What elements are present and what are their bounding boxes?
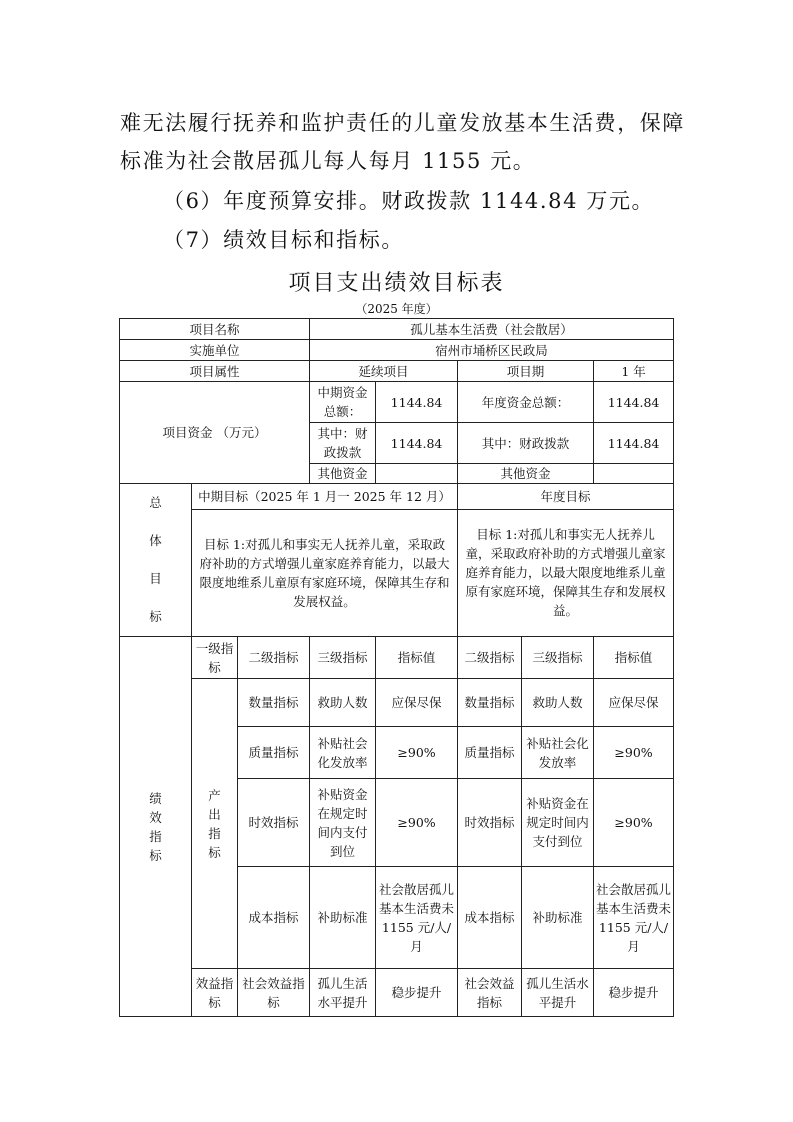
row-value: 社会散居孤儿基本生活费未 1155 元/人/月 <box>376 867 458 969</box>
row-level2-year: 社会效益指标 <box>458 969 522 1017</box>
table-subtitle: （2025 年度） <box>355 302 438 316</box>
row-level2-year: 数量指标 <box>458 679 522 727</box>
row-level3-year: 孤儿生活水平提升 <box>522 969 594 1017</box>
year-goal-text: 目标 1:对孤儿和事实无人抚养儿童，采取政府补助的方式增强儿童家庭养育能力，以最大限度地维系儿童原有家庭环境，保障其生存和发展权益。 <box>458 509 674 637</box>
header-value-year: 指标值 <box>594 637 674 679</box>
row-level3-year: 补贴资金在规定时间内支付到位 <box>522 779 594 867</box>
output-indicator-label: 产出指标 <box>208 787 221 860</box>
project-name-label: 项目名称 <box>120 319 310 340</box>
year-goal-header: 年度目标 <box>458 484 674 510</box>
year-other-value <box>594 464 674 484</box>
row-value-year: ≥90% <box>594 727 674 779</box>
year-fiscal-label: 其中：财政拨款 <box>458 423 594 464</box>
year-fiscal-value: 1144.84 <box>594 423 674 464</box>
overall-target-label: 总体目标 <box>149 495 162 624</box>
mid-fiscal-label: 其中：财政拨款 <box>310 423 376 464</box>
row-level3: 补贴社会化发放率 <box>310 727 376 779</box>
header-value: 指标值 <box>376 637 458 679</box>
row-level2: 时效指标 <box>238 779 310 867</box>
row-value: ≥90% <box>376 779 458 867</box>
header-level3: 三级指标 <box>310 637 376 679</box>
row-value: 应保尽保 <box>376 679 458 727</box>
row-level2: 数量指标 <box>238 679 310 727</box>
row-level3: 救助人数 <box>310 679 376 727</box>
row-level2-year: 时效指标 <box>458 779 522 867</box>
row-level2-year: 成本指标 <box>458 867 522 969</box>
year-total-label: 年度资金总额： <box>458 382 594 423</box>
body-text-line-2: 标准为社会散居孤儿每人每月 1155 元。 <box>120 149 536 173</box>
row-level3: 补贴资金在规定时间内支付到位 <box>310 779 376 867</box>
unit-label: 实施单位 <box>120 340 310 361</box>
mid-other-value <box>376 464 458 484</box>
table-title: 项目支出绩效目标表 <box>288 271 505 296</box>
header-level1: 一级指标 <box>192 637 238 679</box>
row-level2-year: 质量指标 <box>458 727 522 779</box>
mid-total-value: 1144.84 <box>376 382 458 423</box>
period-label: 项目期 <box>458 361 594 382</box>
unit-value: 宿州市埇桥区民政局 <box>310 340 674 361</box>
row-level3-year: 补助标准 <box>522 867 594 969</box>
period-value: 1 年 <box>594 361 674 382</box>
output-indicator-cell <box>192 679 238 969</box>
perf-indicator-cell <box>120 637 192 1017</box>
attr-value: 延续项目 <box>310 361 458 382</box>
row-value: 稳步提升 <box>376 969 458 1017</box>
header-level3-year: 三级指标 <box>522 637 594 679</box>
table-row <box>120 969 674 1017</box>
project-name-value: 孤儿基本生活费（社会散居） <box>310 319 674 340</box>
mid-fiscal-value: 1144.84 <box>376 423 458 464</box>
perf-indicator-label: 绩效指标 <box>149 790 162 863</box>
overall-target-cell <box>120 484 192 637</box>
row-level2: 社会效益指标 <box>238 969 310 1017</box>
mid-other-label: 其他资金 <box>310 464 376 484</box>
row-level2: 成本指标 <box>238 867 310 969</box>
header-level2: 二级指标 <box>238 637 310 679</box>
table-row <box>120 679 674 727</box>
row-level2: 质量指标 <box>238 727 310 779</box>
row-value-year: 应保尽保 <box>594 679 674 727</box>
row-level3: 孤儿生活水平提升 <box>310 969 376 1017</box>
header-level2-year: 二级指标 <box>458 637 522 679</box>
targets-paragraph: （7）绩效目标和指标。 <box>163 228 404 252</box>
attr-label: 项目属性 <box>120 361 310 382</box>
mid-goal-header: 中期目标（2025 年 1 月一 2025 年 12 月） <box>192 484 458 510</box>
year-other-label: 其他资金 <box>458 464 594 484</box>
row-level3: 补助标准 <box>310 867 376 969</box>
benefit-indicator-label: 效益指标 <box>192 969 238 1017</box>
year-total-value: 1144.84 <box>594 382 674 423</box>
row-value-year: 社会散居孤儿基本生活费未 1155 元/人/月 <box>594 867 674 969</box>
body-text-line-1: 难无法履行抚养和监护责任的儿童发放基本生活费，保障 <box>120 111 685 135</box>
mid-total-label: 中期资金总额： <box>310 382 376 423</box>
row-value: ≥90% <box>376 727 458 779</box>
budget-paragraph: （6）年度预算安排。财政拨款 1144.84 万元。 <box>163 189 655 213</box>
mid-goal-text: 目标 1:对孤儿和事实无人抚养儿童，采取政府补助的方式增强儿童家庭养育能力，以最大限度地维系儿童原有家庭环境，保障其生存和发展权益。 <box>192 509 458 637</box>
row-value-year: 稳步提升 <box>594 969 674 1017</box>
performance-target-table <box>119 318 674 1017</box>
row-level3-year: 救助人数 <box>522 679 594 727</box>
funds-label: 项目资金 （万元） <box>120 382 310 484</box>
row-level3-year: 补贴社会化发放率 <box>522 727 594 779</box>
row-value-year: ≥90% <box>594 779 674 867</box>
